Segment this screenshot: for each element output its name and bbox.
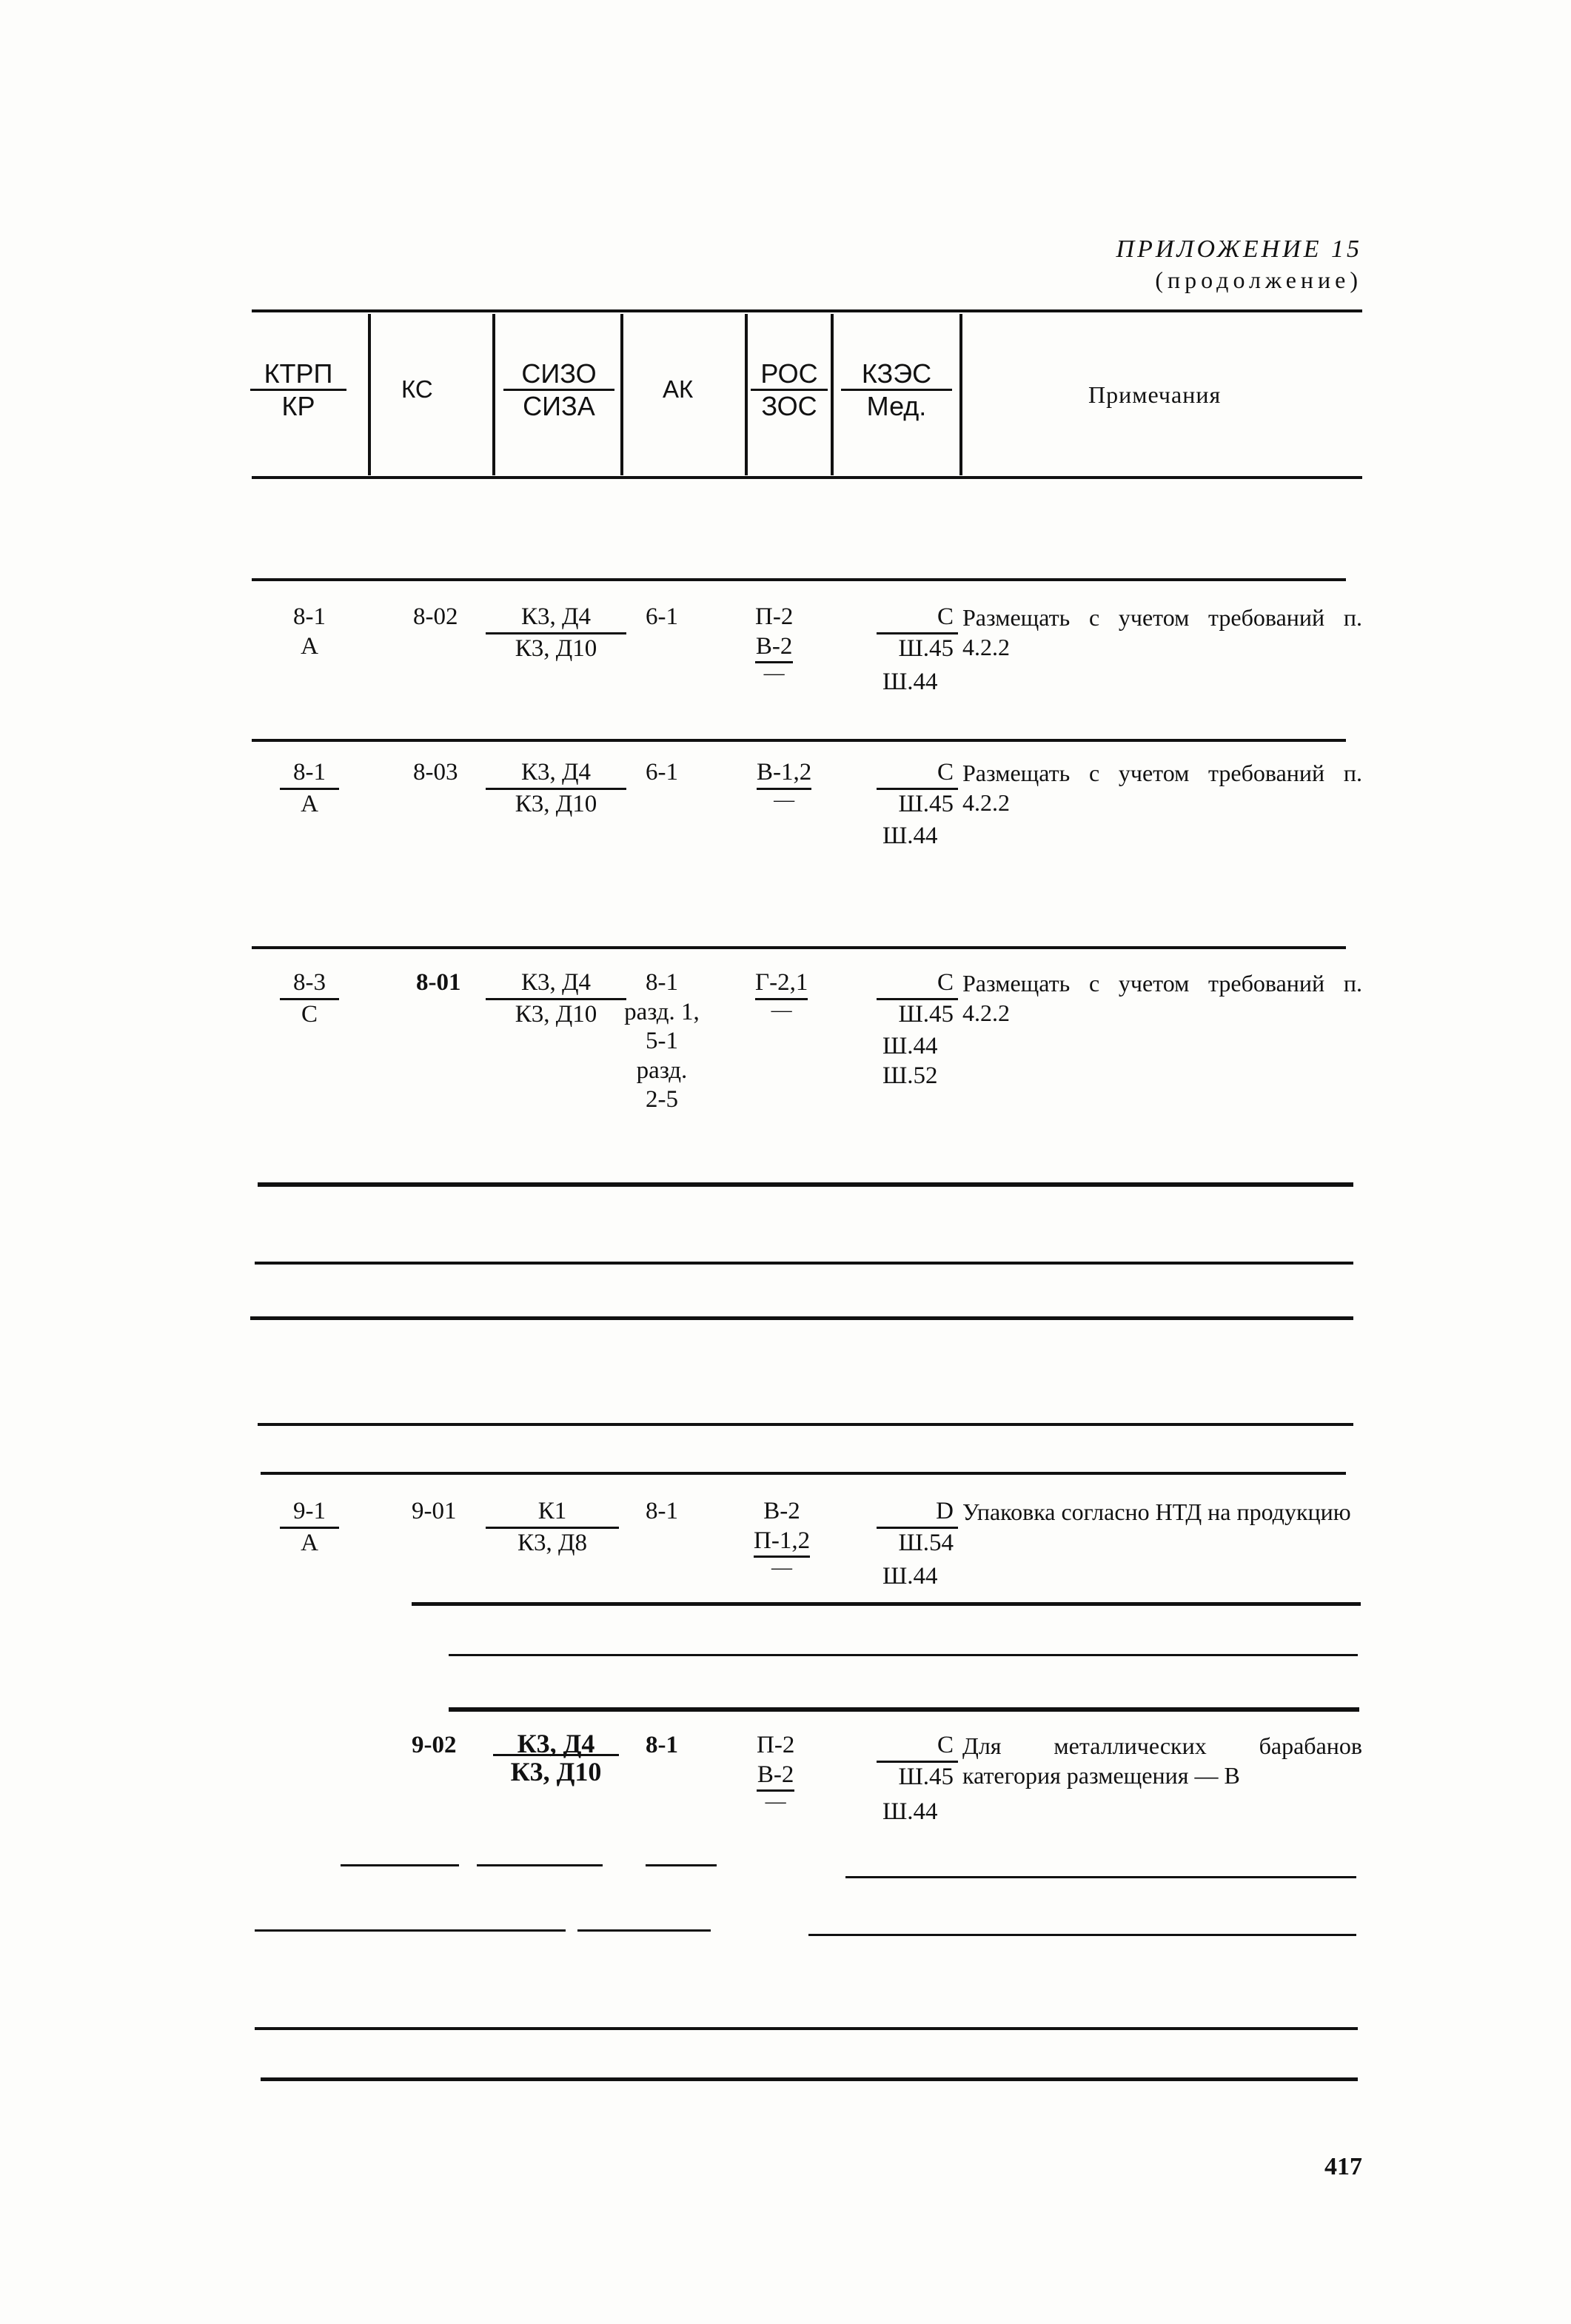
row-ks: 8-02	[413, 603, 458, 630]
header-divider	[831, 314, 834, 475]
row-ks: 9-02	[412, 1732, 457, 1758]
row-separator	[646, 1864, 717, 1866]
row-separator	[412, 1602, 1361, 1606]
row-ktrp-kr: 8-1 А	[280, 758, 339, 819]
row-ak: 6-1	[646, 759, 678, 786]
row-ak: 6-1	[646, 603, 678, 630]
header-divider	[745, 314, 748, 475]
header-kr: КР	[250, 389, 346, 421]
header-divider	[620, 314, 623, 475]
row-separator	[845, 1876, 1356, 1878]
row-kzes-med: D Ш.54	[877, 1497, 958, 1558]
row-ktrp-kr: 8-1 А	[293, 603, 326, 660]
row-sizo-siza: К3, Д4 К3, Д10	[493, 1728, 619, 1788]
row-kzes-med: С Ш.45	[877, 968, 958, 1029]
header-bottom-rule	[252, 476, 1362, 479]
row-ros-zos: В-2 П-1,2 —	[754, 1498, 811, 1580]
row-separator	[252, 946, 1346, 949]
row-separator	[449, 1707, 1359, 1712]
row-sizo-siza: К1 К3, Д8	[486, 1497, 619, 1558]
row-separator	[808, 1934, 1356, 1936]
header-ks: КС	[401, 375, 433, 403]
header-ak: АК	[663, 375, 694, 403]
row-med-extra: Ш.44	[882, 823, 938, 849]
row-sizo-siza: К3, Д4 К3, Д10	[486, 968, 626, 1029]
row-ros-zos: П-2 В-2 —	[755, 603, 794, 686]
header-kzes: КЗЭС	[861, 358, 932, 389]
row-separator	[252, 739, 1346, 742]
header-divider	[492, 314, 495, 475]
row-ks: 9-01	[412, 1498, 457, 1524]
row-separator	[577, 1929, 711, 1932]
row-separator	[341, 1864, 459, 1866]
row-separator	[250, 1316, 1353, 1320]
row-separator	[252, 578, 1346, 581]
row-sizo-siza: К3, Д4 К3, Д10	[486, 603, 626, 663]
row-note: Для металлических барабанов категория размещения — В	[962, 1732, 1362, 1789]
row-ak: 8-1	[646, 1732, 678, 1758]
row-med-extra: Ш.44	[882, 1798, 938, 1825]
header-zos: ЗОС	[751, 389, 828, 421]
row-separator	[255, 1929, 566, 1932]
row-kzes-med: С Ш.45	[877, 603, 958, 663]
row-sizo-siza: К3, Д4 К3, Д10	[486, 758, 626, 819]
row-separator	[261, 2077, 1358, 2081]
row-med-extra: Ш.44	[882, 669, 938, 695]
row-med-extra: Ш.44 Ш.52	[882, 1033, 938, 1089]
row-note: Размещать с учетом требований п. 4.2.2	[962, 970, 1362, 1026]
row-separator	[261, 1472, 1346, 1475]
header-ros-zos	[751, 358, 828, 422]
row-ak: 8-1 разд. 1, 5-1 разд. 2-5	[624, 969, 700, 1114]
row-ktrp-kr: 9-1 А	[280, 1497, 339, 1558]
row-ros-zos: Г-2,1 —	[755, 969, 808, 1022]
header-sizo-siza	[503, 358, 614, 422]
row-ks: 8-01	[416, 969, 461, 996]
header-ros: РОС	[760, 358, 818, 389]
header-top-rule	[252, 309, 1362, 312]
row-ak: 8-1	[646, 1498, 678, 1524]
header-notes: Примечания	[1088, 381, 1222, 408]
header-med: Мед.	[841, 389, 952, 421]
row-ros-zos: В-1,2 —	[757, 759, 812, 811]
appendix-subtitle: (продолжение)	[1155, 267, 1362, 293]
row-ktrp-kr: 8-3 С	[280, 968, 339, 1029]
row-separator	[258, 1423, 1353, 1426]
appendix-title: ПРИЛОЖЕНИЕ 15	[1116, 235, 1362, 263]
row-separator	[477, 1864, 603, 1866]
row-med-extra: Ш.44	[882, 1563, 938, 1590]
header-siza: СИЗА	[503, 389, 614, 421]
header-kzes-med	[841, 358, 952, 422]
header-divider	[959, 314, 962, 475]
row-separator	[255, 1262, 1353, 1265]
header-ktrp-kr	[250, 358, 346, 422]
row-note: Упаковка согласно НТД на продукцию	[962, 1498, 1351, 1525]
row-note: Размещать с учетом требований п. 4.2.2	[962, 760, 1362, 816]
header-divider	[368, 314, 371, 475]
page-number: 417	[1324, 2153, 1362, 2180]
header-sizo: СИЗО	[521, 358, 597, 389]
row-separator	[258, 1182, 1353, 1187]
row-note: Размещать с учетом требований п. 4.2.2	[962, 604, 1362, 660]
header-ktrp: КТРП	[264, 358, 333, 389]
row-ks: 8-03	[413, 759, 458, 786]
row-ros-zos: П-2 В-2 —	[757, 1732, 795, 1814]
row-kzes-med: С Ш.45	[877, 758, 958, 819]
row-kzes-med: С Ш.45	[877, 1731, 958, 1792]
appendix-heading	[1116, 235, 1362, 294]
row-separator	[255, 2027, 1358, 2030]
row-separator	[449, 1654, 1358, 1656]
